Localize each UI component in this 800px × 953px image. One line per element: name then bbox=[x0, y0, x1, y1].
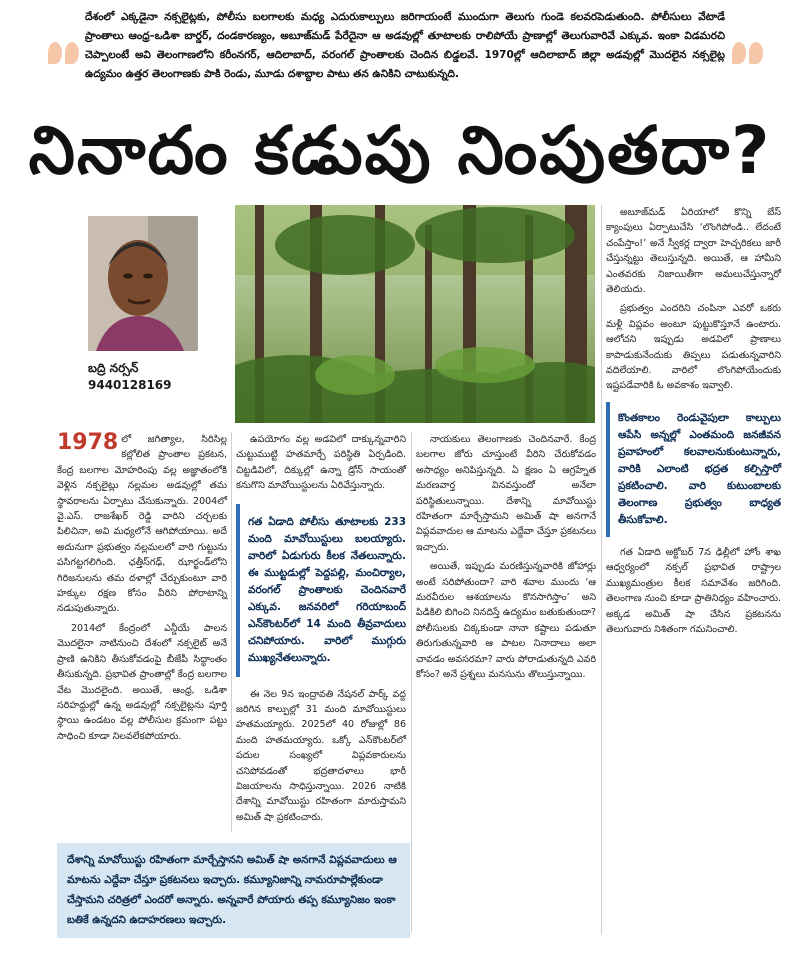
forest-photo bbox=[235, 205, 595, 423]
col3-para-1: నాయకులు తెలంగాణకు చెందినవారే. కేంద్ర బలగాల జోరు చూస్తుంటే వీరిని చేరుకోవడం అసాధ్యం అనిపిస్తున్నది. ఏ క్షణం ఏ ఆగ్రహ్నేత మరణవార్త వినవస్తుందో అనేలా పరిస్థితులున్నాయి. దేశాన్ని మావోయిస్టు రహితంగా మార్చేస్తామని అమిత్ షా అనగానే విప్లవవాదుల ఆ మాటను ఎద్దేవా చేస్తూ ప్రకటనలు ఇచ్చారు. bbox=[416, 434, 596, 553]
pull-quote-1-text: గత ఏడాది పోలీసు తూటాలకు 233 మంది మావోయిస్టులు బలయ్యారు. వారిలో ఏడుగురు కీలక నేతలున్నారు. ఈ ముట్టడుల్లో పెద్దపల్లి, మంచిర్యాల, వరంగల్ ప్రాంతాలకు చెందినవారే ఎక్కువ. జనవరిలో గరియాబంద్ ఎన్‌కౌంటర్‌లో 14 మంది తీవ్రవాదులు చనిపోయారు. వారిలో ముగ్గురు ముఖ్యనేతలున్నారు. bbox=[248, 515, 406, 664]
column-3 bbox=[416, 432, 596, 687]
col1-para-2: 2014లో కేంద్రంలో ఎన్డీయే పాలన మొదలైనా నాటినుంచి దేశంలో నక్సలైట్ అనే ప్రాణి ఉనికిని తీసుకోవడంపై బీజేపీ సిద్ధాంతం తీసుకున్నది. ప్రభావిత ప్రాంతాల్లో కేంద్ర బలగాల వేట మొదలైంది. అయితే, ఆంధ్ర, ఒడిశా సరిహద్దుల్లో ఉన్న అడవుల్లో నక్సలైట్లను పూర్తి స్థాయి ఉండటం వల్ల పోలీసుల క్రమంగా పట్టు సాధించి కూడా నిలవలేకపోయారు. bbox=[57, 622, 227, 742]
col2-para-1: ఉపయోగం వల్ల అడవిలో దాక్కున్నవారిని చుట్టుముట్టి హతమార్చే పరిస్థితి ఏర్పడింది. చిట్టడివిలో, దిక్కుల్లో ఉన్నా డ్రోన్ సాయంతో కనుగొని మావోయిస్టులను ఏరివేస్తున్నారు. bbox=[236, 434, 406, 492]
open-quote-icon bbox=[48, 42, 82, 72]
intro-section bbox=[0, 0, 800, 108]
pull-quote-2 bbox=[606, 402, 781, 537]
pull-quote-1 bbox=[236, 504, 406, 677]
article-headline: నినాదం కడుపు నింపుతదా? bbox=[28, 112, 772, 189]
col1-para-1: లో జగిత్యాల, సిరిసిల్ల కల్లోలిత ప్రాంతాల ప్రకటన, కేంద్ర బలగాల మోహరింపు వల్ల అజ్ఞాతంలోకి వెళ్లిన నక్సలైట్లు నల్లమల అడవుల్లో తమ స్థావరాలను ఏర్పాటు చేసుకున్నారు. 2004లో వై.ఎస్. రాజశేఖర్ రెడ్డి వారిని చర్చలకు పిలిచినా, అవి మధ్యలోనే ఆగిపోయాయి. అదే అదునుగా ప్రభుత్వం నల్లమలలో వారి గుట్టును పసిగట్టగలిగింది. ఛత్తీస్‌గఢ్, ఝార్ఖండ్‌లోని గిరిజనులను తమ దళాల్లో చేర్చుకుంటూ వారి హక్కుల రక్షణ కోసం వీరిని పోరాటాన్ని నడుపుతున్నారు. bbox=[57, 434, 227, 615]
author-byline bbox=[88, 360, 208, 394]
close-quote-icon bbox=[732, 42, 766, 72]
callout-text: దేశాన్ని మావోయిస్టు రహితంగా మార్చేస్తానని అమిత్ షా అనగానే విప్లవవాదులు ఆ మాటను ఎద్దేవా చేస్తూ ప్రకటనలు ఇచ్చారు. కమ్యూనిజాన్ని నామరూపాల్లేకుండా చేస్తామని చరిత్రలో ఎందరో అన్నారు. అన్నవారే పోయారు తప్ప కమ్యూనిజం ఇంకా బతికే ఉన్నదని ఉదాహరణలు ఇచ్చారు. bbox=[67, 854, 397, 926]
column-4 bbox=[606, 205, 781, 641]
author-name: బద్రి నర్సన్ bbox=[88, 361, 139, 375]
column-1 bbox=[57, 432, 227, 748]
author-photo bbox=[88, 216, 198, 351]
column-divider bbox=[601, 205, 602, 935]
pull-quote-bar bbox=[606, 402, 610, 537]
pull-quote-bar bbox=[236, 504, 240, 677]
col3-para-2: అయితే, ఇప్పుడు మరణిస్తున్నవారికి జోహార్లు అంటే సరిపోతుందా? వారి శవాల ముందు ‘ఆ మరవీరుల ఆశయాలను కొనసాగిస్తాం’ అని పిడికిలి బిగించి నినదిస్తే ఉద్యమం బతుకుతుందా? పోలీసులకు చిక్కకుండా నానా కష్టాలు పడుతూ తిరుగుతున్నవారి ఆ పాటల నినాదాలు అలా చావడం అవసరమా? వారు పోరాడుతున్నది ఎవరి కోసం? అనే ప్రశ్నలు మనసును తొలుస్తున్నాయి. bbox=[416, 561, 596, 681]
author-phone: 9440128169 bbox=[88, 378, 172, 392]
col4-para-2: ప్రభుత్వం ఎందరిని చంపినా ఎవరో ఒకరు మళ్లీ విప్లవం అంటూ పుట్టుకొస్తూనే ఉంటారు. ఆలోచని ఇప్పుడు అడవిలో ప్రాణాలు కాపాడుకునేందుకు తిప్పలు పడుతున్నవారిని వదిలేయాలి. వారిలో లొంగిపోయేందుకు ఇష్టపడేవారికి ఓ అవకాశం ఇవ్వాలి. bbox=[606, 303, 781, 392]
column-divider bbox=[231, 432, 232, 832]
col2-para-2: ఈ నెల 9న ఇంద్రావతి నేషనల్ పార్క్ వద్ద జరిగిన కాల్పుల్లో 31 మంది మావోయిస్టులు హతమయ్యారు. 2025లో 40 రోజుల్లో 86 మంది హతమయ్యారు. ఒక్కో ఎన్‌కౌంటర్‌లో పదుల సంఖ్యలో విప్లవకారులను చనిపోవడంతో భద్రతాదళాలు భారీ విజయాలను సాధిస్తున్నాయి. 2026 నాటికి దేశాన్ని మావోయిస్టు రహితంగా మారుస్తామని అమిత్ షా ప్రకటించారు. bbox=[236, 688, 406, 823]
column-divider bbox=[411, 432, 412, 932]
intro-text: దేశంలో ఎక్కడైనా నక్సలైట్లకు, పోలీసు బలగాలకు మధ్య ఎదురుకాల్పులు జరిగాయంటే ముందుగా తెలుగు గుండె కలవరపెడుతుంది. పోలీసులు వేటాడే ప్రాంతాలు ఆంధ్ర–ఒడిశా బార్డర్, దండకారణ్యం, అబూజ్‌మడ్ పేరేదైనా ఆ అడవుల్లో తూటాలకు రాలిపోయే ప్రాణాల్లో తెలుగువారివే ఎక్కువ. ఇంకా విడమరచి చెప్పాలంటే అవి తెలంగాణలోని కరీంనగర్, ఆదిలాబాద్, వరంగల్ ప్రాంతాలకు చెందిన బిడ్డలవే. 1970ల్లో ఆదిలాబాద్ జిల్లా అడవుల్లో మొదలైన నక్సలైట్ల ఉద్యమం ఉత్తర తెలంగాణకు పాకి రెండు, మూడు దశాబ్దాల పాటు తన ఉనికిని చాటుకున్నది. bbox=[85, 11, 725, 80]
col4-para-1: అబూజ్‌మడ్ ఏరియాలో కొన్ని బేస్ క్యాంపులు ఏర్పాటుచేసి ‘లొంగిపోండి.. లేదంటే చంపేస్తాం!’ అనే స్వీకర్ల ద్వారా హెచ్చరికలు జారీ చేస్తున్నట్టు తెలుస్తున్నది. అయితే, ఆ హామీని ఎంతవరకు నిజాయితీగా అమలుచేస్తున్నారో తెలియదు. bbox=[606, 207, 781, 296]
col4-para-3: గత ఏడాది అక్టోబర్ 7న ఢిల్లీలో హోం శాఖ ఆధ్వర్యంలో నక్సల్ ప్రభావిత రాష్ట్రాల ముఖ్యమంత్రుల కీలక సమావేశం జరిగింది. తెలంగాణ నుంచి కూడా ప్రాతినిధ్యం వహించారు. అక్కడ అమిత్ షా చేసిన ప్రకటనను తెలుగువారు నిశితంగా గమనించాలి. bbox=[606, 546, 781, 635]
callout-box bbox=[57, 843, 410, 938]
column-2 bbox=[236, 432, 406, 829]
dropcap-year: 1978 bbox=[57, 430, 119, 455]
pull-quote-2-text: కొంతకాలం రెండువైపులా కాల్పులు ఆపేసి అన్నల్లో ఎంతమంది జనజీవన ప్రవాహంలో కలవాలనుకుంటున్నారు, వారికి ఎలాంటి భద్రత కల్పిస్తారో ప్రకటించాలి. వారి కుటుంబాలకు తెలంగాణ ప్రభుత్వం బాధ్యత తీసుకోవాలి. bbox=[618, 411, 781, 526]
